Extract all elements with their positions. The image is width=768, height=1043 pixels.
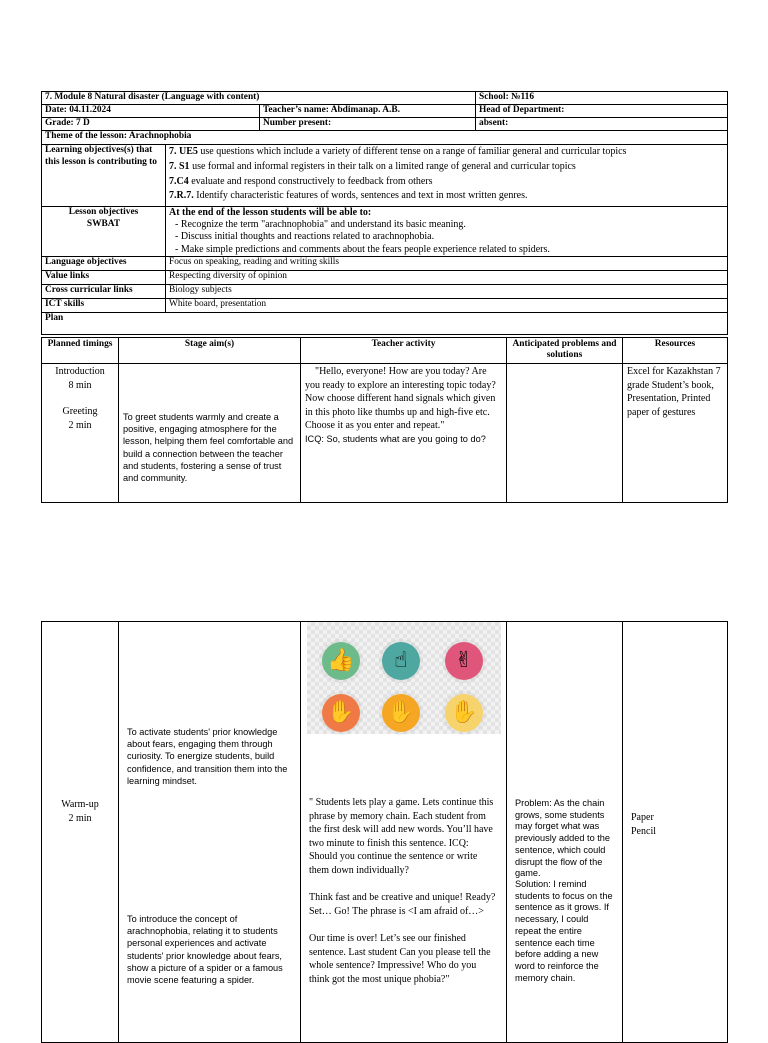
lesson-objective-item: - Discuss initial thoughts and reactions related to arachnophobia.	[175, 231, 435, 243]
warmup-anticipated-problems	[507, 622, 623, 1043]
game-wrapup-prompt: Our time is over! Let’s see our finished sentence. Last student Can you please tell the whole sentence? Impressive! Who do you think got the most unique phobia?"	[309, 933, 491, 985]
column-header: Anticipated problems and solutions	[507, 338, 623, 364]
game-start-prompt: Think fast and be creative and unique! Ready? Set… Go! The phrase is <I am afraid of…>	[309, 892, 496, 917]
column-header: Stage aim(s)	[119, 338, 301, 364]
learning-objective-item: 7. UE5 use questions which include a variety of different tense on a range of familiar general and curricular topics	[169, 146, 627, 157]
warmup-resources: Paper Pencil	[623, 622, 728, 1043]
number-present-field: Number present:	[260, 118, 476, 131]
lesson-objectives-label: Lesson objectives SWBAT	[42, 207, 166, 257]
plan-label: Plan	[42, 312, 728, 334]
ict-skills-value: White board, presentation	[166, 298, 728, 312]
lesson-objectives-list	[166, 207, 728, 257]
head-of-department-field: Head of Department:	[476, 105, 728, 118]
cross-curricular-label: Cross curricular links	[42, 284, 166, 298]
lesson-objective-item: - Make simple predictions and comments about the fears people experience related to spiders.	[175, 243, 550, 255]
cross-curricular-value: Biology subjects	[166, 284, 728, 298]
learning-objectives-label: Learning objectives(s) that this lesson is contributing to	[42, 145, 166, 207]
intro-anticipated-problems	[507, 364, 623, 503]
lesson-objectives-heading: At the end of the lesson students will be able to:	[169, 207, 372, 218]
value-links-label: Value links	[42, 270, 166, 284]
victory-hand-icon: ✌	[445, 642, 483, 680]
arachnophobia-aim: To introduce the concept of arachnophobia, relating it to students personal experiences and activate students' prior knowledge about fears, show a picture of a spider or a famous movie scene featuring a spider.	[127, 914, 283, 986]
memory-chain-instructions: " Students lets play a game. Lets continue this phrase by memory chain. Each student from the first desk will add new words. You’ll have two minute to finish this sentence. ICQ: Should you continue the sentence or write them down individually?	[309, 797, 494, 876]
lesson-objective-item: - Recognize the term "arachnophobia" and understand its basic meaning.	[175, 219, 466, 231]
column-header: Teacher activity	[301, 338, 507, 364]
teacher-name-field: Teacher’s name: Abdimanap. A.B.	[260, 105, 476, 118]
column-header: Planned timings	[42, 338, 119, 364]
date-field: Date: 04.11.2024	[42, 105, 260, 118]
absent-field: absent:	[476, 118, 728, 131]
lesson-theme: Theme of the lesson: Arachnophobia	[42, 131, 728, 145]
raised-hand-icon: ✋	[322, 694, 360, 732]
thumbs-up-icon: 👍	[322, 642, 360, 680]
learning-objective-item: 7. S1 use formal and informal registers in their talk on a limited range of general and curricular topics	[169, 160, 576, 172]
grade-field: Grade: 7 D	[42, 118, 260, 131]
learning-objective-item: 7.R.7. Identify characteristic features of words, sentences and text in most written genres.	[169, 190, 528, 202]
warmup-aim: To activate students' prior knowledge about fears, engaging them through curiosity. To energize students, build confidence, and transition them into the learning mindset.	[127, 727, 288, 786]
pointing-finger-icon: ☝	[382, 642, 420, 680]
module-title: 7. Module 8 Natural disaster (Language with content)	[42, 92, 476, 105]
warmup-teacher-activity	[301, 622, 507, 1043]
language-objectives-label: Language objectives	[42, 256, 166, 270]
intro-stage-aim: To greet students warmly and create a positive, engaging atmosphere for the lesson, helping them feel comfortable and build a connection between the teacher and students, fostering a sense of trust and community.	[119, 364, 301, 503]
learning-objective-item: 7.C4 evaluate and respond constructively to feedback from others	[169, 175, 433, 187]
ict-skills-label: ICT skills	[42, 298, 166, 312]
warmup-stage-aims	[119, 622, 301, 1043]
lesson-header-table	[41, 91, 728, 335]
high-five-icon: ✋	[445, 694, 483, 732]
intro-teacher-activity: "Hello, everyone! How are you today? Are you ready to explore an interesting topic today? Now choose different hand signals which given in this photo like thumbs up and high-five etc. Choose it as you enter and repeat." ICQ: So, students what are you going to do?	[301, 364, 507, 503]
language-objectives-value: Focus on speaking, reading and writing skills	[166, 256, 728, 270]
open-hand-icon: ✋	[382, 694, 420, 732]
hand-gestures-image	[307, 622, 501, 734]
anticipated-solution: Solution: I remind students to focus on the sentence as it grows. If necessary, I could repeat the entire sentence each time before adding a new word to reinforce the memory chain.	[515, 879, 613, 983]
column-header: Resources	[623, 338, 728, 364]
school-field: School: №116	[476, 92, 728, 105]
learning-objectives-list	[166, 145, 728, 207]
warmup-table	[41, 621, 728, 1043]
plan-table	[41, 337, 728, 503]
anticipated-problem: Problem: As the chain grows, some students may forget what was previously added to the sentence, which could disrupt the flow of the game.	[515, 798, 611, 879]
value-links-value: Respecting diversity of opinion	[166, 270, 728, 284]
warmup-timings: Warm-up 2 min	[42, 622, 119, 1043]
intro-resources: Excel for Kazakhstan 7 grade Student’s book, Presentation, Printed paper of gestures	[623, 364, 728, 503]
intro-timings: Introduction 8 min Greeting 2 min	[42, 364, 119, 503]
